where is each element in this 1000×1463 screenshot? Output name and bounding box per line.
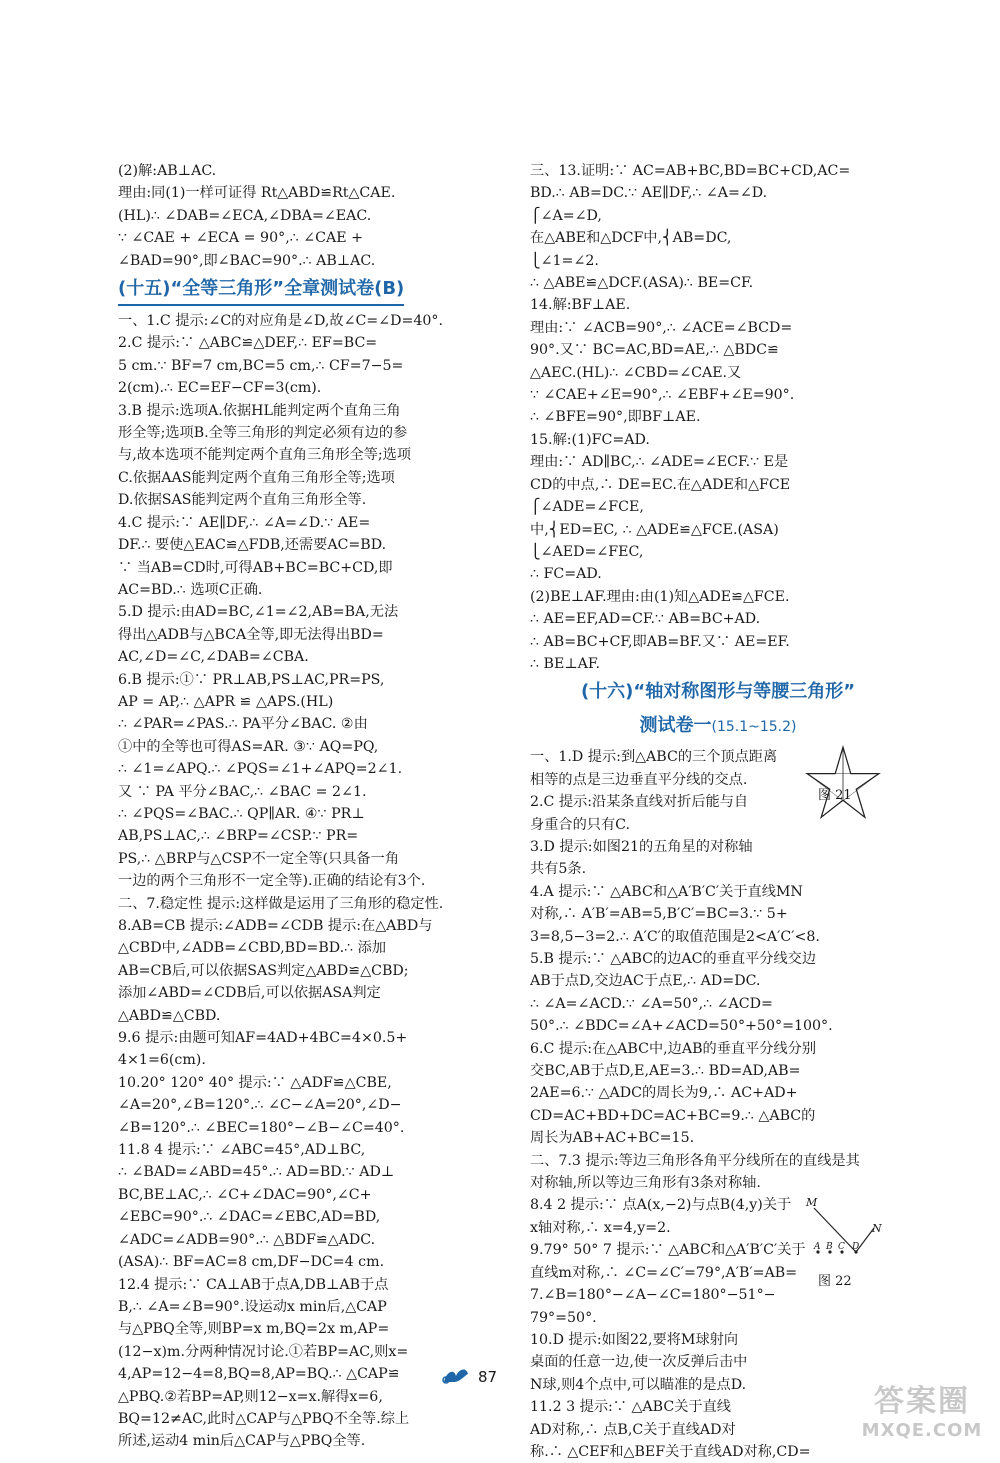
text-line: 一边的两个三角形不一定全等).正确的结论有3个. xyxy=(118,873,426,890)
text-line: 理由:∵ ∠ACB=90°,∴ ∠ACE=∠BCD= xyxy=(530,319,793,336)
text-line: AC,∠D=∠C,∠DAB=∠CBA. xyxy=(118,649,309,666)
text-line: 11.8 4 提示:∵ ∠ABC=45°,AD⊥BC, xyxy=(118,1142,366,1159)
text-line: △CBD中,∠ADB=∠CBD,BD=BD.∴ 添加 xyxy=(118,940,387,957)
text-line: AD对称,∴ 点B,C关于直线AD对 xyxy=(530,1421,736,1438)
text-line: ∵ 当AB=CD时,可得AB+BC=BC+CD,即 xyxy=(118,559,393,576)
text-line: 5.D 提示:由AD=BC,∠1=∠2,AB=BA,无法 xyxy=(118,604,399,621)
text-line: ∠EBC=90°.∴ ∠DAC=∠EBC,AD=BD, xyxy=(118,1209,381,1226)
text-line: ∠A=20°,∠B=120°.∴ ∠C−∠A=20°,∠D− xyxy=(118,1097,402,1114)
text-line: 12.4 提示:∵ CA⊥AB于点A,DB⊥AB于点 xyxy=(118,1276,389,1293)
text-line: 15.解:(1)FC=AD. xyxy=(530,431,650,448)
text-line: 7.∠B=180°−∠A−∠C=180°−51°− xyxy=(530,1287,776,1304)
text-line: ∵ ∠CAE+∠E=90°,∴ ∠EBF+∠E=90°. xyxy=(530,387,795,404)
figure-22-label-d: D xyxy=(852,1242,860,1252)
text-line: △ABD≌△CBD. xyxy=(118,1007,221,1024)
text-line: AC=BD.∴ 选项C正确. xyxy=(118,581,263,598)
text-line: AB于点D,交边AC于点E,∴ AD=DC. xyxy=(530,973,761,990)
text-line: 4,AP=12−4=8,BQ=8,AP=BQ.∴ △CAP≌ xyxy=(118,1366,400,1383)
text-line: △AEC.(HL)∴ ∠CBD=∠CAE.又 xyxy=(530,364,742,381)
text-line: ⎩∠1=∠2. xyxy=(530,252,599,269)
text-line: 所述,运动4 min后△CAP与△PBQ全等. xyxy=(118,1433,366,1450)
text-line: 4.C 提示:∵ AE∥DF,∴ ∠A=∠D.∵ AE= xyxy=(118,514,371,531)
text-line: 3.D 提示:如图21的五角星的对称轴 xyxy=(530,838,753,855)
text-line: 3.B 提示:选项A.依据HL能判定两个直角三角 xyxy=(118,402,401,419)
answer-block-prev xyxy=(118,160,486,272)
figure-22-label-n: N xyxy=(872,1222,882,1235)
section-15-heading: (十五)“全等三角形”全章测试卷(B) xyxy=(118,274,404,306)
page-number: 87 xyxy=(478,1368,498,1386)
text-line: ∠BAD=90°,即∠BAC=90°.∴ AB⊥AC. xyxy=(118,252,376,269)
text-line: 添加∠ABD=∠CDB后,可以依据ASA判定 xyxy=(118,985,381,1002)
text-line: 5.B 提示:∵ △ABC的边AC的垂直平分线交边 xyxy=(530,951,817,967)
text-line: 二、7.稳定性 提示:这样做是运用了三角形的稳定性. xyxy=(118,895,444,912)
text-line: 理由:∵ AD∥BC,∴ ∠ADE=∠ECF.∵ E是 xyxy=(530,454,789,471)
text-line: ∴ AE=EF,AD=CF.∵ AB=BC+AD. xyxy=(530,611,761,628)
section-16-title2: 测试卷一 xyxy=(639,715,712,737)
text-line: 身重合的只有C. xyxy=(530,816,630,833)
text-line: CD的中点,∴ DE=EC.在△ADE和△FCE xyxy=(530,476,791,493)
text-line: 5 cm.∵ BF=7 cm,BC=5 cm,∴ CF=7−5= xyxy=(118,357,404,374)
text-line: 一、1.D 提示:到△ABC的三个顶点距离 xyxy=(530,749,778,766)
text-line: 6.B 提示:①∵ PR⊥AB,PS⊥AC,PR=PS, xyxy=(118,671,385,688)
text-line: ①中的全等也可得AS=AR. ③∵ AQ=PQ, xyxy=(118,738,379,755)
watermark-main: 答案圈 xyxy=(874,1384,970,1419)
text-line: 4.A 提示:∵ △ABC和△A′B′C′关于直线MN xyxy=(530,883,803,900)
section-16-range: (15.1~15.2) xyxy=(711,719,797,736)
text-line: ∠B=120°.∴ ∠BEC=180°−∠B−∠C=40°. xyxy=(118,1119,405,1136)
text-line: BD.∴ AB=DC.∵ AE∥DF,∴ ∠A=∠D. xyxy=(530,185,768,202)
text-line: 三、13.证明:∵ AC=AB+BC,BD=BC+CD,AC= xyxy=(530,163,851,179)
text-line: ∴ ∠BAD=∠ABD=45°.∴ AD=BD.∵ AD⊥ xyxy=(118,1164,395,1181)
text-line: AP = AP,∴ △APR ≌ △APS.(HL) xyxy=(118,693,334,710)
text-line: 桌面的任意一边,使一次反弹后击中 xyxy=(530,1354,748,1371)
text-line: 2.C 提示:沿某条直线对折后能与自 xyxy=(530,794,749,811)
text-line: 8.AB=CB 提示:∠ADB=∠CDB 提示:在△ABD与 xyxy=(118,918,433,934)
left-column xyxy=(118,160,486,1453)
text-line: △PBQ.②若BP=AP,则12−x=x.解得x=6, xyxy=(118,1388,383,1405)
figure-22-label-c: C xyxy=(838,1242,845,1252)
text-line: ∵ ∠CAE + ∠ECA = 90°,∴ ∠CAE + xyxy=(118,230,363,247)
text-line: 4×1=6(cm). xyxy=(118,1052,206,1069)
text-line: 2AE=6.∵ △ADC的周长为9,∴ AC+AD+ xyxy=(530,1085,798,1102)
section-16-heading xyxy=(530,677,882,707)
answer-block-15-part3 xyxy=(530,160,882,675)
text-line: N球,则4个点中,可以瞄准的是点D. xyxy=(530,1376,747,1393)
text-line: 共有5条. xyxy=(530,861,587,878)
text-line: ⎩∠AED=∠FEC, xyxy=(530,543,644,560)
text-line: (12−x)m.分两种情况讨论.①若BP=AC,则x= xyxy=(118,1343,409,1360)
text-line: 与△PBQ全等,则BP=x m,BQ=2x m,AP= xyxy=(118,1321,390,1338)
text-line: 交BC,AB于点D,E,AE=3.∴ BD=AD,AB= xyxy=(530,1063,801,1080)
figure-21-caption: 图 21 xyxy=(818,788,852,803)
text-line: 79°=50°. xyxy=(530,1309,597,1326)
answer-block-16 xyxy=(530,746,882,1463)
figure-22-label-m: M xyxy=(806,1196,818,1209)
text-line: ∴ ∠A=∠ACD.∵ ∠A=50°,∴ ∠ACD= xyxy=(530,995,773,1012)
text-line: 10.D 提示:如图22,要将M球射向 xyxy=(530,1331,739,1348)
text-line: ∴ ∠PAR=∠PAS.∴ PA平分∠BAC. ②由 xyxy=(118,716,368,733)
text-line: 10.20° 120° 40° 提示:∵ △ADF≌△CBE, xyxy=(118,1074,392,1091)
section-16-title: (十六)“轴对称图形与等腰三角形” xyxy=(580,681,856,703)
text-line: 相等的点是三边垂直平分线的交点. xyxy=(530,771,748,788)
text-line: PS,∴ △BRP与△CSP不一定全等(只具备一角 xyxy=(118,850,400,867)
text-line: x轴对称,∴ x=4,y=2. xyxy=(530,1219,671,1236)
text-line: 9.6 提示:由题可知AF=4AD+4BC=4×0.5+ xyxy=(118,1030,408,1047)
text-line: 称.∴ △CEF和△BEF关于直线AD对称,CD= xyxy=(530,1443,811,1460)
leaf-logo-icon xyxy=(440,1364,472,1386)
text-line: DF.∴ 要使△EAC≌△FDB,还需要AC=BD. xyxy=(118,537,387,554)
text-line: AB=CB后,可以依据SAS判定△ABD≌△CBD; xyxy=(118,962,409,979)
text-line: 与,故本选项不能判定两个直角三角形全等;选项 xyxy=(118,447,412,464)
text-line: 理由:同(1)一样可证得 Rt△ABD≌Rt△CAE. xyxy=(118,185,396,202)
text-line: 得出△ADB与△BCA全等,即无法得出BD= xyxy=(118,626,384,643)
text-line: ∴ FC=AD. xyxy=(530,566,602,583)
text-line: 2.C 提示:∵ △ABC≌△DEF,∴ EF=BC= xyxy=(118,335,378,352)
text-line: BC,BE⊥AC,∴ ∠C+∠DAC=90°,∠C+ xyxy=(118,1186,372,1203)
text-line: 对称,∴ A′B′=AB=5,B′C′=BC=3.∵ 5+ xyxy=(530,906,788,923)
text-line: 9.79° 50° 7 提示:∵ △ABC和△A′B′C′关于 xyxy=(530,1242,806,1259)
text-line: 二、7.3 提示:等边三角形各角平分线所在的直线是其 xyxy=(530,1152,860,1169)
text-line: 50°.∴ ∠BDC=∠A+∠ACD=50°+50°=100°. xyxy=(530,1018,833,1035)
text-line: 3=8,5−3=2.∴ A′C′的取值范围是2<A′C′<8. xyxy=(530,928,820,945)
text-line: 在△ABE和△DCF中,⎨AB=DC, xyxy=(530,230,732,247)
text-line: ∴ ∠PQS=∠BAC.∴ QP∥AR. ④∵ PR⊥ xyxy=(118,805,365,822)
text-line: 8.4 2 提示:∵ 点A(x,−2)与点B(4,y)关于 xyxy=(530,1197,792,1214)
figure-22-label-a: A xyxy=(814,1242,821,1252)
text-line: 又 ∵ PA 平分∠BAC,∴ ∠BAC = 2∠1. xyxy=(118,783,367,800)
figure-22-caption: 图 22 xyxy=(818,1274,852,1289)
text-line: 形全等;选项B.全等三角形的判定必须有边的参 xyxy=(118,425,408,442)
text-line: 对称轴,所以等边三角形有3条对称轴. xyxy=(530,1175,761,1192)
text-line: (HL)∴ ∠DAB=∠ECA,∠DBA=∠EAC. xyxy=(118,207,372,224)
text-line: 一、1.C 提示:∠C的对应角是∠D,故∠C=∠D=40°. xyxy=(118,313,444,330)
text-line: (2)BE⊥AF.理由:由(1)知△ADE≌△FCE. xyxy=(530,588,790,605)
text-line: 11.2 3 提示:∵ △ABC关于直线 xyxy=(530,1399,731,1416)
text-line: C.依据AAS能判定两个直角三角形全等;选项 xyxy=(118,469,395,486)
section-16-heading-line2 xyxy=(530,711,882,742)
watermark xyxy=(858,1376,986,1441)
text-line: CD=AC+BD+DC=AC+BC=9.∴ △ABC的 xyxy=(530,1107,816,1124)
text-line: 周长为AB+AC+BC=15. xyxy=(530,1130,695,1147)
text-line: ∴ ∠BFE=90°,即BF⊥AE. xyxy=(530,409,701,426)
text-line: 2(cm).∴ EC=EF−CF=3(cm). xyxy=(118,380,322,397)
text-line: (ASA)∴ BF=AC=8 cm,DF−DC=4 cm. xyxy=(118,1254,385,1271)
text-line: ⎧∠ADE=∠FCE, xyxy=(530,499,644,516)
text-line: ∴ ∠1=∠APQ.∴ ∠PQS=∠1+∠APQ=2∠1. xyxy=(118,761,403,778)
text-line: 中,⎨ED=EC, ∴ △ADE≌△FCE.(ASA) xyxy=(530,521,779,538)
text-line: D.依据SAS能判定两个直角三角形全等. xyxy=(118,492,367,509)
text-line: ∠ADC=∠ADB=90°.∴ △BDF≌△ADC. xyxy=(118,1231,376,1248)
text-line: ⎧∠A=∠D, xyxy=(530,207,602,224)
five-point-star-figure xyxy=(804,744,882,822)
figure-22-label-b: B xyxy=(826,1242,833,1252)
answer-block-15 xyxy=(118,310,486,1453)
text-line: AB,PS⊥AC,∴ ∠BRP=∠CSP.∵ PR= xyxy=(118,828,359,845)
text-line: (2)解:AB⊥AC. xyxy=(118,163,217,179)
text-line: 直线m对称,∴ ∠C=∠C′=79°,A′B′=AB= xyxy=(530,1264,798,1281)
text-line: 90°.又∵ BC=AC,BD=AE,∴ △BDC≌ xyxy=(530,342,779,359)
text-line: BQ=12≠AC,此时△CAP与△PBQ不全等.综上 xyxy=(118,1410,410,1427)
watermark-sub: MXQE.COM xyxy=(861,1420,983,1441)
text-line: ∴ AB=BC+CF,即AB=BF.又∵ AE=EF. xyxy=(530,633,790,650)
text-line: ∴ BE⊥AF. xyxy=(530,655,601,672)
text-line: 14.解:BF⊥AE. xyxy=(530,297,631,314)
text-line: ∴ △ABE≌△DCF.(ASA)∴ BE=CF. xyxy=(530,275,754,292)
text-line: B,∴ ∠A=∠B=90°.设运动x min后,△CAP xyxy=(118,1298,387,1315)
text-line: 6.C 提示:在△ABC中,边AB的垂直平分线分别 xyxy=(530,1040,817,1057)
